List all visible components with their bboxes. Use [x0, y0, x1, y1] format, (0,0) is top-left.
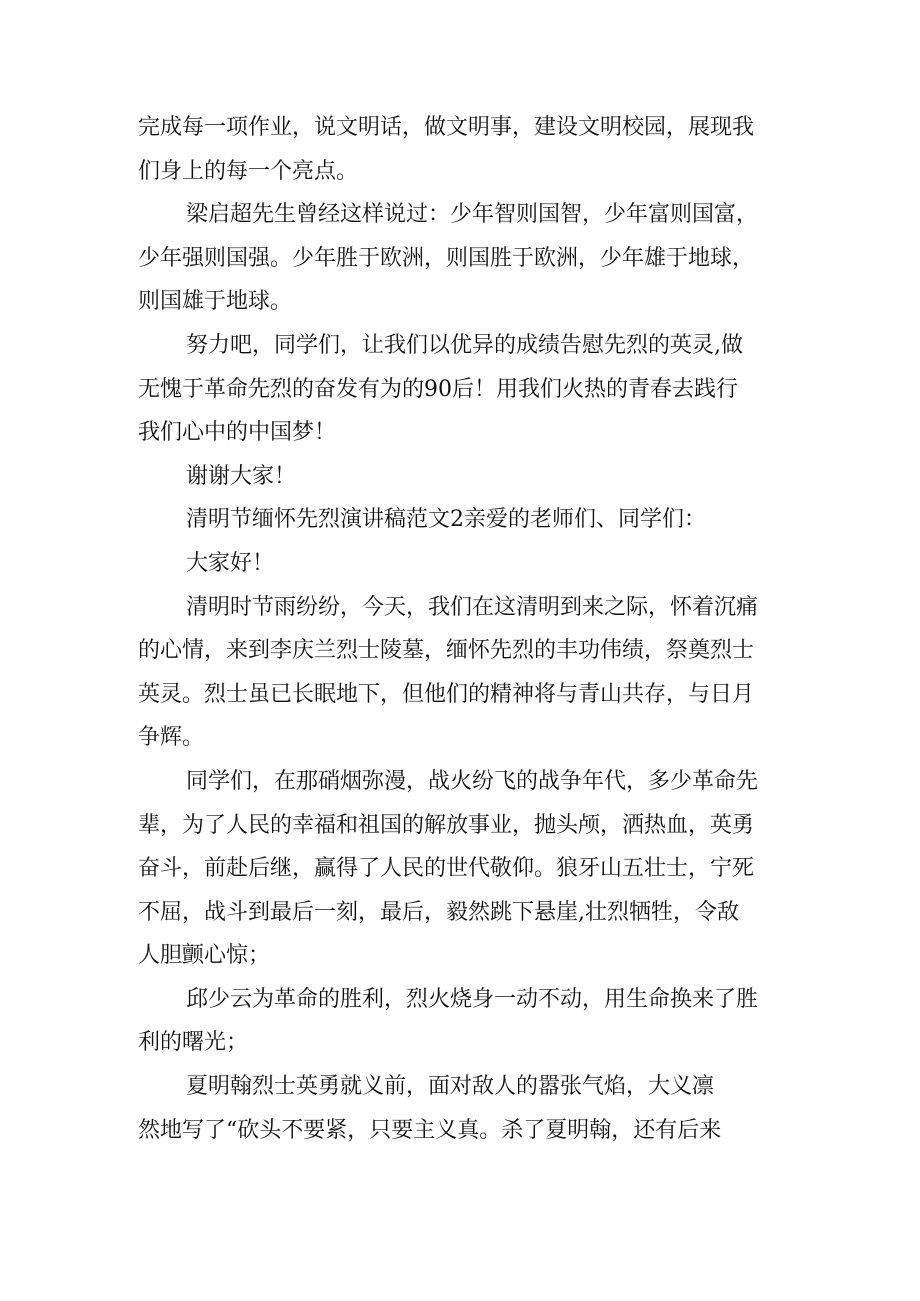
text-line: 同学们，在那硝烟弥漫，战火纷飞的战争年代，多少革命先	[186, 768, 759, 794]
text-line: 们身上的每一个亮点。	[138, 158, 359, 184]
text-line: 梁启超先生曾经这样说过：少年智则国智，少年富则国富，	[186, 202, 759, 228]
text-line: 无愧于革命先烈的奋发有为的90后！用我们火热的青春去践行	[138, 376, 738, 402]
text-line: 则国雄于地球。	[138, 289, 293, 315]
text-line: 大家好！	[186, 550, 275, 576]
text-line: 夏明翰烈士英勇就义前，面对敌人的嚣张气焰，大义凛	[186, 1074, 715, 1100]
text-line: 争辉。	[138, 725, 205, 751]
text-line: 英灵。烈士虽已长眠地下，但他们的精神将与青山共存，与日月	[138, 681, 755, 707]
text-line: 少年强则国强。少年胜于欧洲，则国胜于欧洲，少年雄于地球，	[138, 245, 755, 271]
document-body	[138, 106, 788, 1152]
text-line: 辈，为了人民的幸福和祖国的解放事业，抛头颅，洒热血，英勇	[138, 812, 755, 838]
text-line: 我们心中的中国梦！	[138, 420, 337, 446]
text-line: 努力吧，同学们，让我们以优异的成绩告慰先烈的英灵,做	[186, 332, 743, 358]
text-line: 然地写了“砍头不要紧，只要主义真。杀了夏明翰，还有后来	[138, 1117, 722, 1143]
text-line: 利的曙光；	[138, 1030, 249, 1056]
text-line: 谢谢大家！	[186, 463, 297, 489]
text-line: 完成每一项作业，说文明话，做文明事，建设文明校园，展现我	[138, 115, 755, 140]
text-line: 不屈，战斗到最后一刻，最后，毅然跳下悬崖,壮烈牺牲，令敌	[138, 899, 739, 925]
text-line: 奋斗，前赴后继，赢得了人民的世代敬仰。狼牙山五壮士，宁死	[138, 856, 755, 882]
text-line: 邱少云为革命的胜利，烈火烧身一动不动，用生命换来了胜	[186, 986, 759, 1012]
text-line: 的心情，来到李庆兰烈士陵墓，缅怀先烈的丰功伟绩，祭奠烈士	[138, 638, 755, 664]
section-heading: 清明节缅怀先烈演讲稿范文2亲爱的老师们、同学们：	[186, 507, 706, 533]
text-line: 人胆颤心惊；	[138, 943, 271, 969]
text-line: 清明时节雨纷纷，今天，我们在这清明到来之际，怀着沉痛	[186, 594, 759, 620]
